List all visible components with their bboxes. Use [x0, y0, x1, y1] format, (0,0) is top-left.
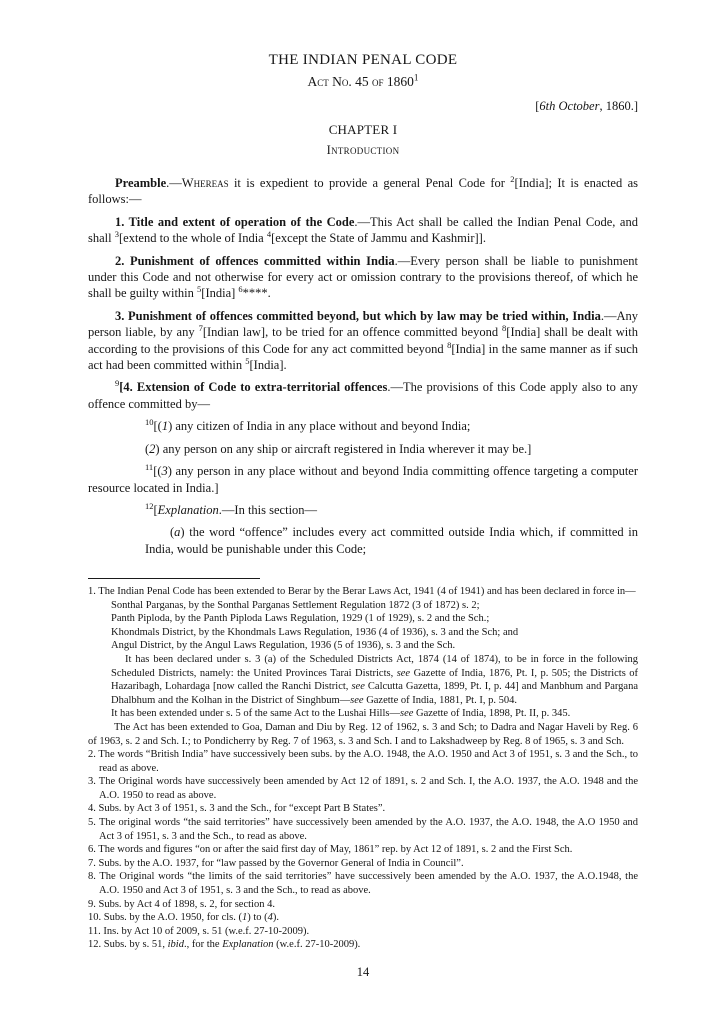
text-run: 1 [413, 72, 419, 83]
paragraph [111, 626, 638, 640]
paragraph [88, 214, 638, 247]
text-run: Gazette of India, 1881, Pt. I, p. 504. [363, 694, 517, 706]
paragraph [88, 308, 638, 374]
text-run: ) any person in any place without and beyond India committing offence targeting a computer resource located in India.] [88, 464, 638, 495]
document-title: THE INDIAN PENAL CODE [268, 52, 458, 68]
text-run: Panth Piploda, by the Panth Piploda Laws Regulation, 1929 (1 of 1929), s. 2 and the Sch.; [111, 613, 490, 625]
text-run: .—This Act shall be called the Indian Penal Code, and shall [88, 214, 638, 246]
paragraph [88, 802, 638, 816]
paragraph [88, 463, 638, 496]
body-text [88, 169, 638, 557]
text-run: ., for the [183, 939, 223, 951]
enactment-date [88, 99, 638, 114]
paragraph [88, 938, 638, 952]
text-run: It has been extended under s. 5 of the same Act to the Lushai Hills— [111, 708, 400, 720]
chapter-subheading: Introduction [326, 143, 400, 157]
text-run: [except the State of Jammu and Kashmir]]. [271, 231, 486, 246]
paragraph [145, 524, 638, 557]
paragraph [88, 843, 638, 857]
text-run: [ [535, 99, 540, 113]
paragraph [88, 775, 638, 802]
text-run: .— [166, 176, 182, 190]
text-run: [India] in the same manner as if such act had been committed within [88, 341, 638, 373]
text-run: 3. Punishment of offences committed beyond, but which by law may be tried within, India [115, 308, 601, 323]
footnote-separator-rule [88, 578, 260, 579]
text-run: [India]. [249, 358, 287, 373]
paragraph [88, 418, 638, 434]
text-run: 2. The words “British India” have successively been subs. by the A.O. 1948, the A.O. 1950 and Act 3 of 1951, s. 3 and the Sch., to read as above. [88, 749, 638, 774]
text-run: 8 [502, 323, 507, 334]
paragraph [88, 585, 638, 599]
text-run: 6. The words and figures “on or after the said first day of May, 1861” rep. by Act 12 of 1891, s. 2 and the First Sch. [88, 844, 573, 856]
text-run: 12. Subs. by s. 51, [88, 939, 168, 951]
document-header [88, 52, 638, 158]
text-run: 2. Punishment of offences committed within India [115, 253, 395, 268]
text-run: Explanation [222, 939, 274, 951]
paragraph [88, 911, 638, 925]
text-run: .—In this section— [218, 502, 318, 517]
text-run: Angul District, by the Angul Laws Regulation, 1936 (5 of 1936), s. 3 and the Sch. [111, 640, 456, 652]
text-run: see [350, 694, 364, 706]
paragraph [111, 707, 638, 721]
text-run: 7 [198, 323, 203, 334]
paragraph [111, 612, 638, 626]
text-run: 5 [245, 355, 250, 366]
footnotes-list [88, 585, 638, 952]
text-run: ibid [167, 939, 184, 951]
text-run: ( [170, 525, 175, 540]
text-run: .—Every person shall be liable to punishment under this Code and not otherwise for every act or omission contrary to the provisions thereof, of which he shall be guilty within [88, 253, 638, 301]
text-run: [extend to the whole of India [118, 231, 267, 246]
text-run: [India]; It is enacted as follows:— [88, 176, 638, 207]
text-run: , 1860.] [599, 99, 638, 113]
text-run: 1 [242, 912, 248, 924]
paragraph [111, 599, 638, 613]
text-run: 1. Title and extent of operation of the Code [115, 214, 355, 229]
text-run: 7. Subs. by the A.O. 1937, for “law passed by the Governor General of India in Council”. [88, 857, 464, 869]
text-run: 3 [114, 229, 119, 240]
text-run: 2 [149, 441, 156, 456]
paragraph [88, 253, 638, 302]
paragraph [88, 379, 638, 412]
paragraph [111, 653, 638, 707]
text-run: 6th October [539, 99, 600, 113]
text-run: ( [145, 441, 150, 456]
paragraph [88, 870, 638, 897]
paragraph [88, 925, 638, 939]
text-run: Preamble [115, 176, 167, 190]
text-run: The Act has been extended to Goa, Daman and Diu by Reg. 12 of 1962, s. 3 and Sch; to Dadra and Nagar Haveli by Reg. 6 of 1963, s. 2 and Sch. I.; to Pondicherry by Reg. 7 of 1963, s. 3 and Sch. I and to Lakshadweep by Reg. 8 of 1965, s. 3 and Sch. [88, 721, 638, 747]
text-run: [( [153, 419, 162, 434]
paragraph [88, 502, 638, 518]
text-run: 3 [161, 464, 168, 479]
text-run: Whereas [181, 176, 229, 190]
text-run: Explanation [157, 502, 219, 517]
paragraph [88, 748, 638, 775]
paragraph [88, 721, 638, 748]
chapter-heading: CHAPTER I [328, 122, 398, 137]
text-run: [( [153, 464, 162, 479]
text-run: ****. [242, 286, 271, 301]
text-run: 5 [197, 284, 202, 295]
text-run: ) any person on any ship or aircraft registered in India wherever it may be.] [155, 441, 532, 456]
paragraph [111, 639, 638, 653]
text-run: ) any citizen of India in any place without and beyond India; [168, 419, 471, 434]
text-run: it is expedient to provide a general Penal Code for [228, 176, 511, 190]
text-run: [ [153, 502, 158, 517]
text-run: a [174, 525, 181, 540]
page-number: 14 [356, 965, 370, 979]
text-run: 8 [447, 339, 452, 350]
paragraph [88, 898, 638, 912]
text-run: 5. The original words “the said territories” have successively been amended by the A.O. 1937, the A.O. 1948, the A.O 1950 and Act 3 of 1951, s. 3 and the Sch., to read as above. [88, 817, 638, 842]
text-run: 8. The Original words “the limits of the said territories” have successively been amended by the A.O. 1937, the A.O.1948, the A.O. 1950 and Act 3 of 1951, s. 3 and the Sch., to read as above. [88, 871, 638, 897]
text-run: 10. Subs. by the A.O. 1950, for cls. ( [88, 912, 242, 924]
text-run: 9 [115, 378, 120, 389]
text-run: 1. The Indian Penal Code has been extended to Berar by the Berar Laws Act, 1941 (4 of 1941) and has been declared in force in— [88, 585, 636, 597]
footnotes-section [88, 578, 638, 980]
text-run: ) to ( [247, 912, 268, 924]
text-run: Act No. 45 of 1860 [307, 74, 414, 89]
text-run: 3. The Original words have successively been amended by Act 12 of 1891, s. 2 and Sch. I, the A.O. 1937, the A.O. 1948 and the A.O. 1950 to read as above. [88, 776, 638, 801]
text-run: 10 [145, 417, 154, 428]
text-run: 4 [266, 229, 272, 240]
act-number-line [88, 74, 638, 90]
text-run: Gazette of India, 1898, Pt. II, p. 345. [413, 708, 571, 720]
text-run: ). [272, 912, 280, 924]
text-run: [India] [201, 286, 239, 301]
paragraph [88, 175, 638, 208]
text-run: .—The provisions of this Code apply also to any offence committed by— [88, 380, 639, 411]
text-run: Sonthal Parganas, by the Sonthal Parganas Settlement Regulation 1872 (3 of 1872) s. 2; [111, 599, 480, 611]
paragraph [88, 816, 638, 843]
text-run: 11. Ins. by Act 10 of 2009, s. 51 (w.e.f. 27-10-2009). [88, 925, 310, 937]
text-run: (w.e.f. 27-10-2009). [273, 939, 361, 951]
text-run: 9. Subs. by Act 4 of 1898, s. 2, for section 4. [88, 898, 275, 910]
text-run: .—Any person liable, by any [88, 308, 638, 340]
text-run: 6 [238, 284, 243, 295]
text-run: see [351, 681, 365, 693]
text-run: Khondmals District, by the Khondmals Laws Regulation, 1936 (4 of 1936), s. 3 and the Sch; and [111, 626, 519, 638]
text-run: 4 [267, 912, 273, 924]
text-run: [4. Extension of Code to extra-territorial offences [119, 380, 388, 395]
text-run: Calcutta Gazetta, 1899, Pt. I, p. 44] and Manbhum and Pargana Dhalbhum and the Kolhan in the District of Singhbum— [111, 681, 638, 706]
text-run: 2 [510, 173, 515, 184]
text-run: ) the word “offence” includes every act committed outside India which, if committed in India, would be punishable under this Code; [145, 525, 638, 556]
text-run: [India] shall be dealt with according to the provisions of this Code for any act committed beyond [88, 325, 638, 356]
text-run: 12 [145, 500, 154, 511]
paragraph [88, 857, 638, 871]
text-run: 4. Subs. by Act 3 of 1951, s. 3 and the Sch., for “except Part B States”. [88, 803, 386, 815]
text-run: Gazette of India, 1876, Pt. I, p. 505; the Districts of Hazaribagh, Lohardaga [now called the Ranchi District, [111, 667, 638, 693]
text-run: [Indian law], to be tried for an offence committed beyond [202, 325, 503, 340]
text-run: 1 [161, 419, 169, 434]
paragraph [88, 441, 638, 457]
text-run: see [396, 667, 411, 679]
text-run: see [399, 708, 414, 720]
text-run: 11 [145, 461, 154, 472]
text-run: It has been declared under s. 3 (a) of the Scheduled Districts Act, 1874 (14 of 1874), to be in force in the following Scheduled Districts, namely: the United Provinces Tarai Districts, [111, 653, 638, 679]
